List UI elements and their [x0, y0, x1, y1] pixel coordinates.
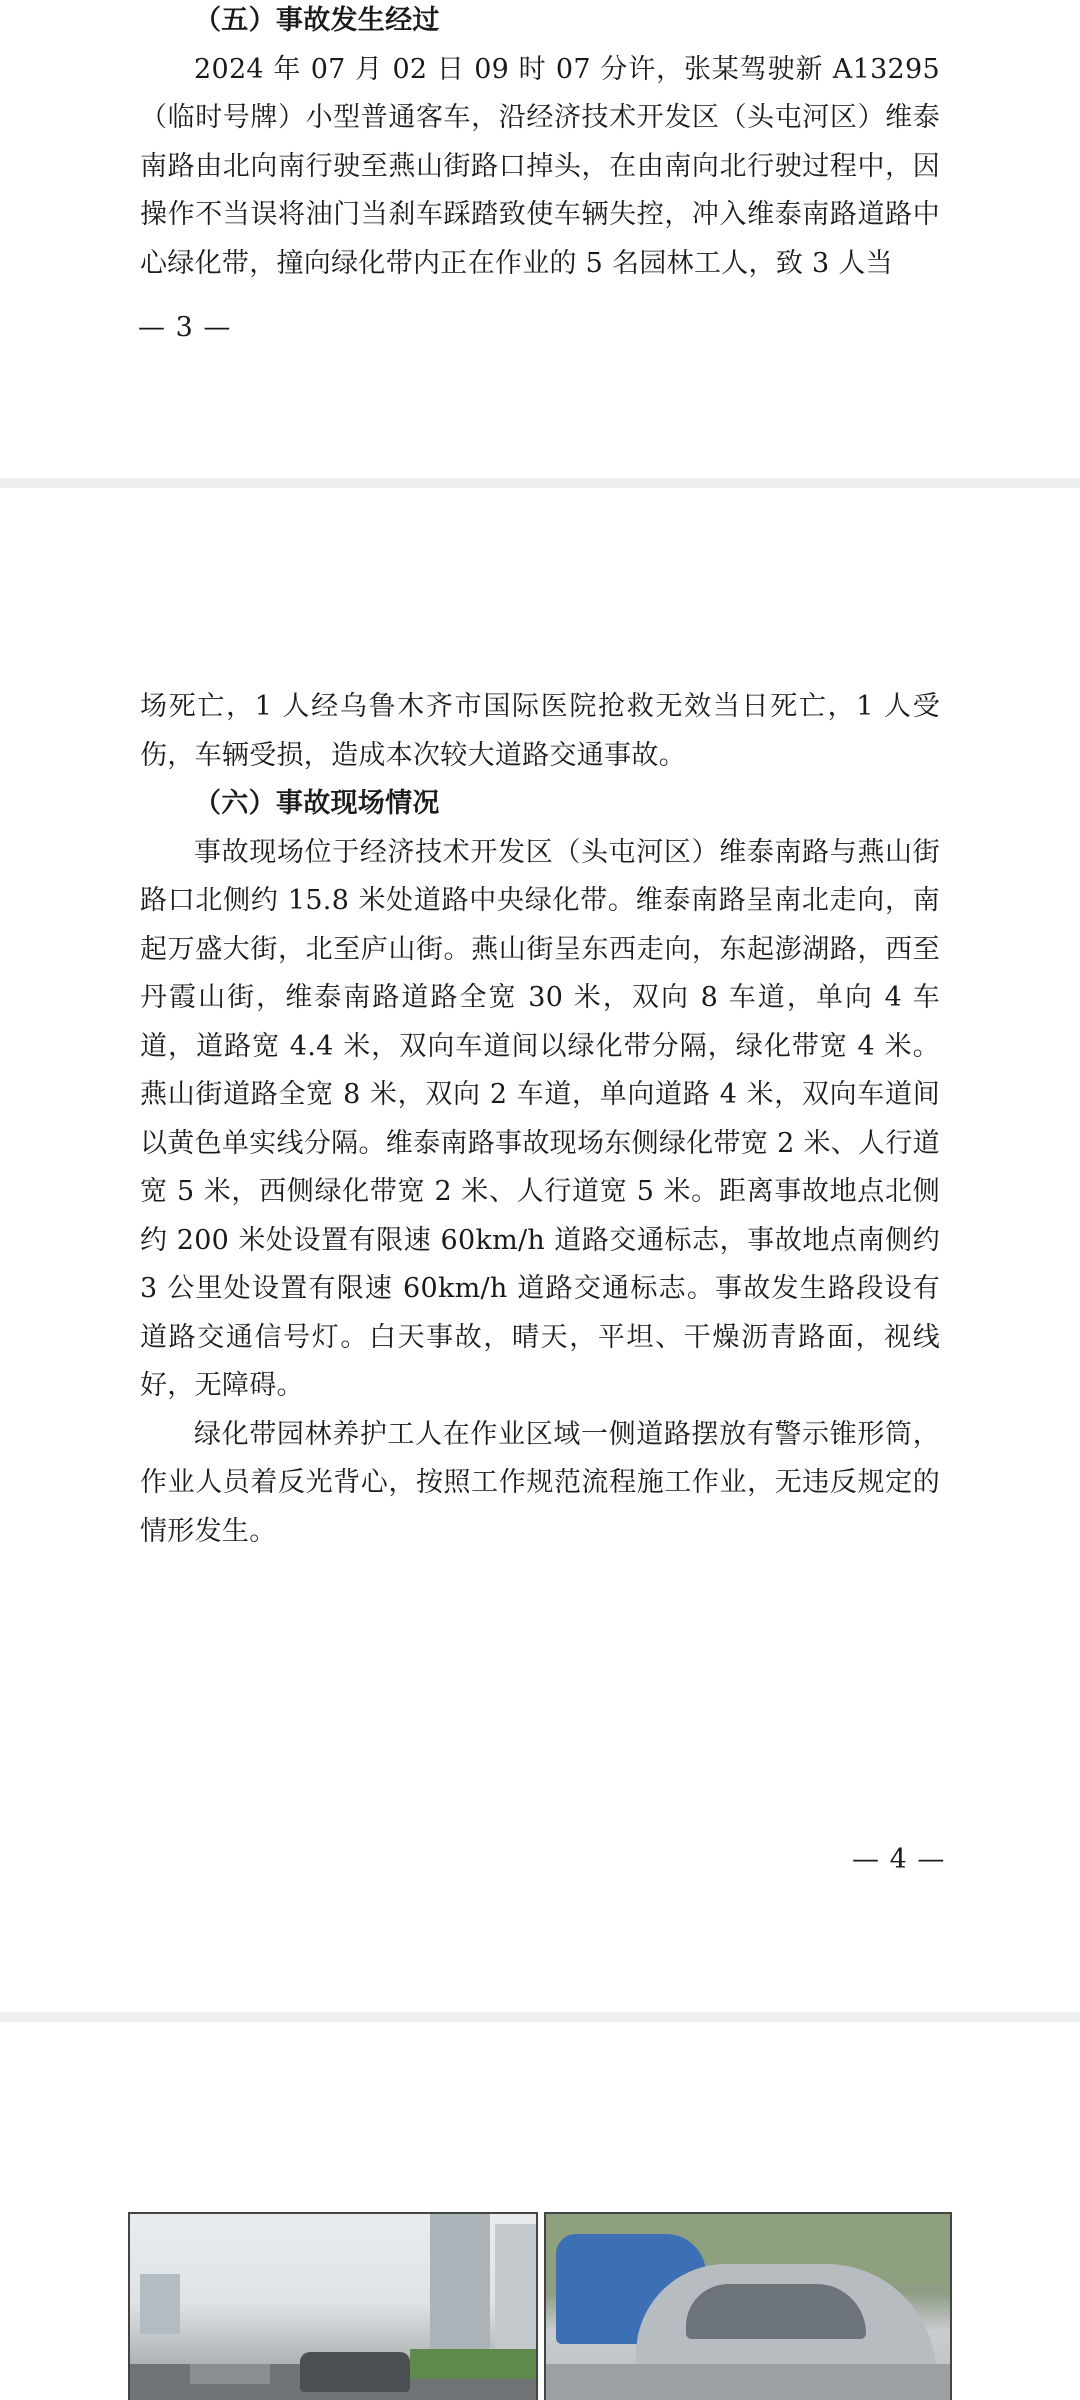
document-page-4 — [0, 488, 1080, 2012]
paragraph-continued: 场死亡，1 人经乌鲁木齐市国际医院抢救无效当日死亡，1 人受伤，车辆受损，造成本次较大道路交通事故。 — [140, 691, 940, 771]
damaged-vehicle-photo — [544, 2212, 952, 2400]
page-3-text — [140, 0, 940, 288]
page-4-text — [140, 683, 940, 1556]
paragraph-workers: 绿化带园林养护工人在作业区域一侧道路摆放有警示锥形筒，作业人员着反光背心，按照工作规范流程施工作业，无违反规定的情形发生。 — [140, 1418, 940, 1547]
section-heading-6: （六）事故现场情况 — [194, 788, 440, 819]
document-page-5 — [0, 2022, 1080, 2400]
section-heading-5: （五）事故发生经过 — [194, 5, 440, 36]
paragraph-scene-conditions: 事故现场位于经济技术开发区（头屯河区）维泰南路与燕山街路口北侧约 15.8 米处道路中央绿化带。维泰南路呈南北走向，南起万盛大街，北至庐山街。燕山街呈东西走向，东起澎湖路，西至丹霞山街，维泰南路道路全宽 30 米，双向 8 车道，单向 4 车道，道路宽 4.4 米，双向车道间以绿化带分隔，绿化带宽 4 米。燕山街道路全宽 8 米，双向 2 车道，单向道路 4 米，双向车道间以黄色单实线分隔。维泰南路事故现场东侧绿化带宽 2 米、人行道宽 5 米，西侧绿化带宽 2 米、人行道宽 5 米。距离事故地点北侧约 200 米处设置有限速 60km/h 道路交通标志，事故地点南侧约 3 公里处设置有限速 60km/h 道路交通标志。事故发生路段设有道路交通信号灯。白天事故，晴天，平坦、干燥沥青路面，视线好，无障碍。 — [140, 836, 940, 1401]
page-number-3: — 3 — — [138, 312, 232, 343]
document-page-3 — [0, 0, 1080, 478]
accident-scene-street-photo — [128, 2212, 538, 2400]
paragraph-accident-process: 2024 年 07 月 02 日 09 时 07 分许，张某驾驶新 A13295（临时号牌）小型普通客车，沿经济技术开发区（头屯河区）维泰南路由北向南行驶至燕山街路口掉头，在由南向北行驶过程中，因操作不当误将油门当刹车踩踏致使车辆失控，冲入维泰南路道路中心绿化带，撞向绿化带内正在作业的 5 名园林工人，致 3 人当 — [140, 53, 940, 279]
page-number-4: — 4 — — [852, 1844, 946, 1875]
